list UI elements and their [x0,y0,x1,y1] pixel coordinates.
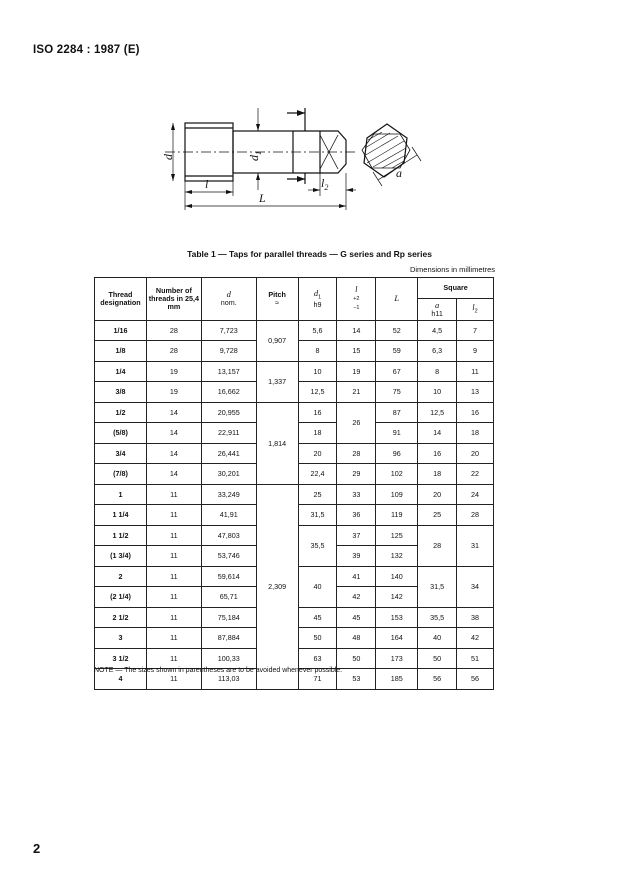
table-cell: 19 [146,361,201,382]
table-cell: 53,746 [201,546,256,567]
table-cell: 185 [376,669,418,690]
table-cell: 45 [298,607,337,628]
table-cell: 173 [376,648,418,669]
table-cell: 52 [376,320,418,341]
label-L: L [259,191,266,205]
table-cell: 10 [418,382,457,403]
table-cell: 3 1/2 [95,648,147,669]
table-caption: Table 1 — Taps for parallel threads — G series and Rp series [187,249,432,259]
table-cell: 50 [298,628,337,649]
table-cell: 1 1/4 [95,505,147,526]
table-cell: 30,201 [201,464,256,485]
table-cell: 41,91 [201,505,256,526]
table-cell: 18 [457,423,494,444]
table-cell: 22,911 [201,423,256,444]
table-cell: 31,5 [418,566,457,607]
table-cell: 26,441 [201,443,256,464]
table-cell: 113,03 [201,669,256,690]
table-note: NOTE — The sizes shown in parentheses are to be avoided whenever possible. [94,667,343,674]
table-cell: 71 [298,669,337,690]
table-cell: 59,614 [201,566,256,587]
table-cell: 11 [146,648,201,669]
table-cell: 8 [298,341,337,362]
col-a: a h11 [418,298,457,320]
table-cell: 48 [337,628,376,649]
table-cell: 65,71 [201,587,256,608]
document-header: ISO 2284 : 1987 (E) [33,44,140,56]
col-l2: $l_2$ [457,298,494,320]
table-cell: 11 [146,628,201,649]
table-cell: 2 1/2 [95,607,147,628]
col-square: Square [418,278,494,299]
table-cell: 12,5 [298,382,337,403]
table-cell: 11 [146,566,201,587]
table-cell: 14 [146,464,201,485]
table-cell: 1/8 [95,341,147,362]
table-cell: 16 [298,402,337,423]
table-cell: 13 [457,382,494,403]
table-cell: 20 [457,443,494,464]
table-cell: 18 [298,423,337,444]
table-cell: 5,6 [298,320,337,341]
label-d: d [161,154,175,160]
col-designation: Thread designation [95,278,147,321]
table-cell: 1 1/2 [95,525,147,546]
table-cell: 20,955 [201,402,256,423]
table-cell: 132 [376,546,418,567]
table-cell: 31,5 [298,505,337,526]
col-threads: Number of threads in 25,4 mm [146,278,201,321]
table-cell: 56 [418,669,457,690]
table-cell: 16 [418,443,457,464]
label-l2: $l_2$ [321,176,329,192]
table-cell: 140 [376,566,418,587]
table-cell: 50 [337,648,376,669]
table-cell: 11 [146,505,201,526]
table-cell: 102 [376,464,418,485]
label-l: l [205,177,209,191]
table-cell: 14 [146,402,201,423]
table-row [95,402,494,423]
table-cell: 63 [298,648,337,669]
col-pitch: Pitch ≈ [256,278,298,321]
units-note: Dimensions in millimetres [409,265,495,274]
table-row [95,484,494,505]
table-cell: 42 [457,628,494,649]
table-cell: (7/8) [95,464,147,485]
table-cell: 91 [376,423,418,444]
label-a: a [396,166,402,180]
table-cell: 47,803 [201,525,256,546]
table-cell: 4 [95,669,147,690]
table-cell: (2 1/4) [95,587,147,608]
table-cell: 33,249 [201,484,256,505]
table-cell: 56 [457,669,494,690]
table-cell: 9,728 [201,341,256,362]
table-cell: 67 [376,361,418,382]
table-cell: 15 [337,341,376,362]
table-cell: 45 [337,607,376,628]
table-cell: 41 [337,566,376,587]
table-cell: 12,5 [418,402,457,423]
table-cell: 14 [146,423,201,444]
tap-drawing [160,100,430,215]
col-d1: $d_1$ h9 [298,278,337,321]
table-cell: 35,5 [298,525,337,566]
table-cell: 11 [457,361,494,382]
table-cell: 35,5 [418,607,457,628]
table-cell: 109 [376,484,418,505]
taps-table [94,277,494,690]
table-cell: 8 [418,361,457,382]
table-cell: 22 [457,464,494,485]
table-cell: 28 [146,341,201,362]
table-cell: 19 [146,382,201,403]
table-cell: 24 [457,484,494,505]
table-cell: 20 [418,484,457,505]
table-cell: 25 [418,505,457,526]
table-cell: 25 [298,484,337,505]
table-cell: 164 [376,628,418,649]
table-cell: 29 [337,464,376,485]
table-cell: 1 [95,484,147,505]
table-cell: 3 [95,628,147,649]
table-cell: 9 [457,341,494,362]
table-cell: 26 [337,402,376,443]
table-cell: 42 [337,587,376,608]
table-cell: 14 [146,443,201,464]
table-cell: (5/8) [95,423,147,444]
table-cell: 13,157 [201,361,256,382]
table-cell: 87 [376,402,418,423]
table-cell: 1/2 [95,402,147,423]
table-cell: 39 [337,546,376,567]
table-cell: 1,337 [256,361,298,402]
table-cell: 11 [146,484,201,505]
label-d1: $d_1$ [247,151,263,161]
table-cell: 7,723 [201,320,256,341]
table-cell: 2 [95,566,147,587]
table-cell: 50 [418,648,457,669]
table-cell: 96 [376,443,418,464]
table-cell: 3/4 [95,443,147,464]
table-cell: 1/16 [95,320,147,341]
page-number: 2 [33,841,41,856]
col-d: d nom. [201,278,256,321]
table-cell: 100,33 [201,648,256,669]
table-cell: 21 [337,382,376,403]
table-cell: 11 [146,525,201,546]
table-cell: 119 [376,505,418,526]
table-cell: 11 [146,669,201,690]
table-cell: (1 3/4) [95,546,147,567]
table-cell: 14 [337,320,376,341]
table-cell: 2,309 [256,484,298,689]
table-row [95,361,494,382]
table-cell: 6,3 [418,341,457,362]
table-cell: 75 [376,382,418,403]
table-cell: 11 [146,607,201,628]
table-cell: 1,814 [256,402,298,484]
table-cell: 14 [418,423,457,444]
table-cell: 38 [457,607,494,628]
table-cell: 28 [337,443,376,464]
table-cell: 4,5 [418,320,457,341]
table-cell: 33 [337,484,376,505]
table-cell: 40 [418,628,457,649]
table-cell: 59 [376,341,418,362]
table-cell: 37 [337,525,376,546]
table-cell: 28 [457,505,494,526]
table-cell: 11 [146,546,201,567]
table-cell: 19 [337,361,376,382]
table-cell: 10 [298,361,337,382]
table-cell: 28 [418,525,457,566]
table-cell: 11 [146,587,201,608]
table-cell: 40 [298,566,337,607]
table-cell: 0,907 [256,320,298,361]
table-cell: 16 [457,402,494,423]
table-cell: 51 [457,648,494,669]
table-cell: 53 [337,669,376,690]
table-cell: 31 [457,525,494,566]
table-cell: 87,884 [201,628,256,649]
table-cell: 34 [457,566,494,607]
table-cell: 36 [337,505,376,526]
col-l: l +2 −1 [337,278,376,321]
table-cell: 142 [376,587,418,608]
table-cell: 125 [376,525,418,546]
col-L: L [376,278,418,321]
table-cell: 75,184 [201,607,256,628]
table-cell: 16,662 [201,382,256,403]
table-cell: 18 [418,464,457,485]
table-cell: 3/8 [95,382,147,403]
table-cell: 20 [298,443,337,464]
table-row [95,320,494,341]
table-cell: 153 [376,607,418,628]
table-cell: 1/4 [95,361,147,382]
table-cell: 22,4 [298,464,337,485]
table-cell: 28 [146,320,201,341]
table-cell: 7 [457,320,494,341]
